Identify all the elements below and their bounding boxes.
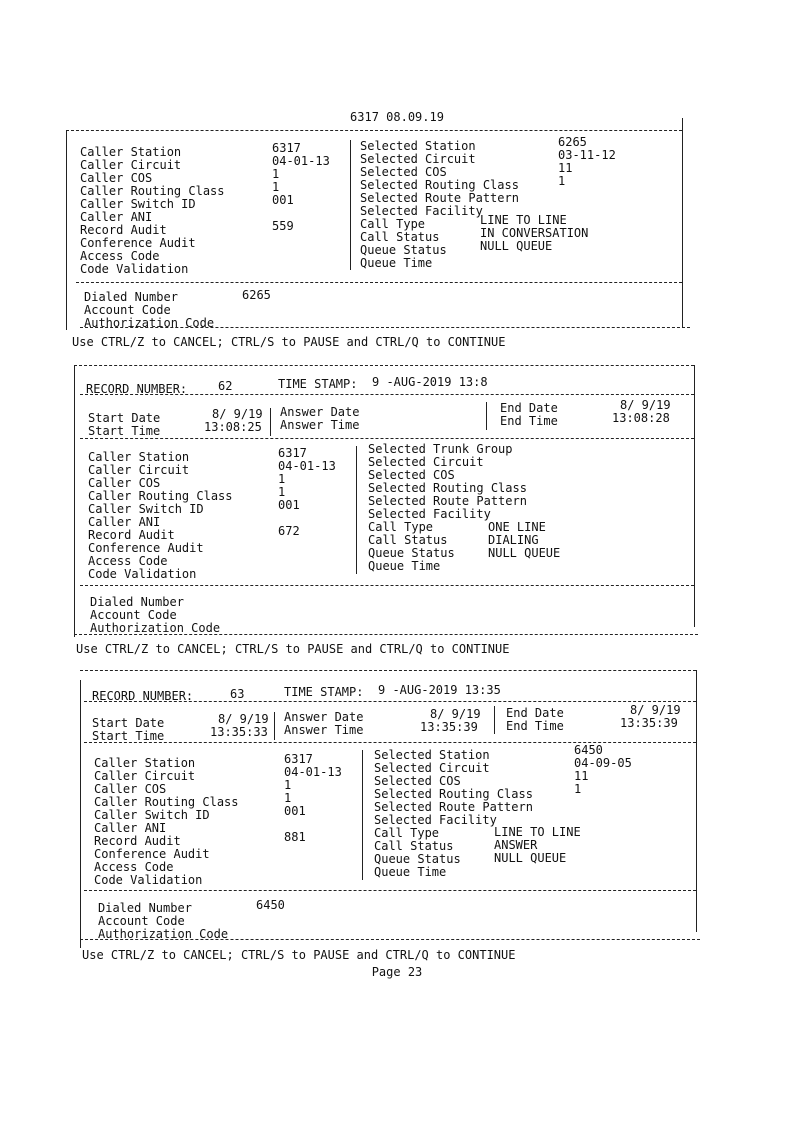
column-separator [362,750,363,880]
value: 04-01-13 [284,765,342,779]
selected-values-bottom [480,214,588,253]
label: Caller Station [80,145,182,159]
value: 001 [278,498,300,512]
border-left [80,680,81,948]
label: Caller COS [94,782,167,796]
selected-values-bottom [488,521,560,560]
value: 1 [278,472,286,486]
label: Selected COS [374,774,461,788]
column-separator [494,706,495,734]
label: Access Code [80,249,160,263]
record-number-label: RECORD NUMBER: [86,382,188,396]
label: Caller Switch ID [88,502,204,516]
column-separator [350,140,351,270]
divider [80,327,690,328]
dialed-number-value: 6265 [242,288,271,302]
label: Authorization Code [90,621,221,635]
page-number: Page 23 [371,965,423,979]
time-stamp-label: TIME STAMP: [278,377,358,391]
label: Selected Route Pattern [368,494,527,508]
label: Caller ANI [94,821,167,835]
start-time-label: Start Time [88,424,161,438]
label: Call Type [374,826,440,840]
label: Conference Audit [88,541,204,555]
end-time-value: 13:08:28 [612,411,670,425]
answer-date-label: Answer Date [284,710,364,724]
value: 04-09-05 [574,756,632,770]
label: Caller Routing Class [80,184,225,198]
answer-time-label: Answer Time [284,723,364,737]
label: Call Status [368,533,448,547]
value: IN CONVERSATION [480,226,589,240]
end-date-value: 8/ 9/19 [620,398,671,412]
label: Selected Facility [368,507,491,521]
label: Caller COS [80,171,153,185]
label: Dialed Number [90,595,184,609]
end-date-value: 8/ 9/19 [630,703,681,717]
answer-time-value: 13:35:39 [420,720,478,734]
label: Code Validation [88,567,197,581]
value: DIALING [488,533,539,547]
record-number-value: 62 [218,379,233,393]
footer-instruction: Use CTRL/Z to CANCEL; CTRL/S to PAUSE and CTRL/Q to CONTINUE [82,948,516,962]
caller-values [284,753,342,844]
label: Access Code [88,554,168,568]
label: Call Type [360,217,426,231]
label: Selected Circuit [368,455,484,469]
value: 6317 [278,446,307,460]
answer-date-label: Answer Date [280,405,360,419]
start-time-label: Start Time [92,729,165,743]
label: Selected Route Pattern [360,191,519,205]
label: Account Code [84,303,171,317]
caller-labels [88,451,233,581]
label: Caller Circuit [88,463,190,477]
value: NULL QUEUE [494,851,567,865]
label: Conference Audit [80,236,196,250]
label: Code Validation [94,873,203,887]
label: Queue Time [374,865,447,879]
label: Caller Circuit [80,158,182,172]
divider [84,701,696,702]
value: 001 [284,804,306,818]
dial-labels [98,902,228,941]
label: Authorization Code [98,927,229,941]
value: 6265 [558,135,587,149]
value: 11 [574,769,589,783]
end-time-label: End Time [500,414,558,428]
divider [74,365,694,366]
label: Dialed Number [98,901,192,915]
label: Caller Switch ID [94,808,210,822]
label: Selected COS [368,468,455,482]
label: Selected Circuit [360,152,476,166]
dial-labels [90,596,220,635]
label: Caller Station [94,756,196,770]
time-stamp-label: TIME STAMP: [284,685,364,699]
time-stamp-value: 9 -AUG-2019 13:8 [372,375,488,389]
start-date-label: Start Date [88,411,161,425]
label: Selected Routing Class [374,787,533,801]
divider [80,585,694,586]
label: Selected Trunk Group [368,442,513,456]
label: Selected Routing Class [368,481,527,495]
label: Queue Status [360,243,447,257]
value: 1 [574,782,582,796]
value: LINE TO LINE [480,213,567,227]
label: Dialed Number [84,290,178,304]
value: NULL QUEUE [488,546,561,560]
value: ANSWER [494,838,538,852]
selected-values-bottom [494,826,581,865]
label: Selected Station [360,139,476,153]
page-header: 6317 08.09.19 [350,110,444,124]
value: ONE LINE [488,520,546,534]
column-separator [486,402,487,430]
value: 6317 [284,752,313,766]
start-date-label: Start Date [92,716,165,730]
label: Selected COS [360,165,447,179]
time-stamp-value: 9 -AUG-2019 13:35 [378,683,501,697]
label: Call Status [360,230,440,244]
value: LINE TO LINE [494,825,581,839]
divider [74,634,698,635]
divider [84,742,696,743]
end-time-label: End Time [506,719,564,733]
border-right [694,365,695,627]
start-time-value: 13:35:33 [210,725,268,739]
value: 6450 [574,743,603,757]
divider [80,438,694,439]
value: 1 [284,791,292,805]
label: Selected Facility [360,204,483,218]
label: Account Code [98,914,185,928]
label: Caller Circuit [94,769,196,783]
label: Caller Station [88,450,190,464]
caller-values [278,447,336,538]
label: Code Validation [80,262,189,276]
border-left [74,365,75,637]
value: 1 [558,174,566,188]
value: 559 [272,219,294,233]
label: Queue Status [374,852,461,866]
label: Selected Station [374,748,490,762]
label: Queue Status [368,546,455,560]
record-number-label: RECORD NUMBER: [92,689,194,703]
label: Selected Routing Class [360,178,519,192]
label: Record Audit [94,834,181,848]
value: 1 [272,180,280,194]
value: 04-01-13 [272,154,330,168]
value: 03-11-12 [558,148,616,162]
value: 1 [284,778,292,792]
column-separator [356,446,357,574]
label: Record Audit [80,223,167,237]
end-time-value: 13:35:39 [620,716,678,730]
border-left [66,130,67,330]
answer-time-label: Answer Time [280,418,360,432]
label: Caller Routing Class [94,795,239,809]
divider [80,670,696,671]
label: Caller Switch ID [80,197,196,211]
value: 672 [278,524,300,538]
caller-labels [80,146,225,276]
label: Conference Audit [94,847,210,861]
border-right [682,118,683,328]
divider [76,282,682,283]
start-time-value: 13:08:25 [204,420,262,434]
caller-values [272,142,330,233]
caller-labels [94,757,239,887]
divider [84,890,696,891]
label: Selected Facility [374,813,497,827]
dial-labels [84,291,214,330]
start-date-value: 8/ 9/19 [212,407,263,421]
label: Selected Route Pattern [374,800,533,814]
value: 1 [278,485,286,499]
value: 001 [272,193,294,207]
end-date-label: End Date [500,401,558,415]
divider [80,939,700,940]
label: Queue Time [368,559,441,573]
value: 04-01-13 [278,459,336,473]
label: Record Audit [88,528,175,542]
column-separator [274,712,275,740]
label: Selected Circuit [374,761,490,775]
footer-instruction: Use CTRL/Z to CANCEL; CTRL/S to PAUSE and CTRL/Q to CONTINUE [76,642,510,656]
start-date-value: 8/ 9/19 [218,712,269,726]
label: Account Code [90,608,177,622]
footer-instruction: Use CTRL/Z to CANCEL; CTRL/S to PAUSE and CTRL/Q to CONTINUE [72,335,506,349]
border-right [696,670,697,932]
answer-date-value: 8/ 9/19 [430,707,481,721]
label: Access Code [94,860,174,874]
divider [66,130,682,131]
selected-values-top [558,136,616,188]
label: Authorization Code [84,316,215,330]
label: Caller ANI [80,210,153,224]
label: Call Type [368,520,434,534]
value: 6317 [272,141,301,155]
label: Caller Routing Class [88,489,233,503]
record-number-value: 63 [230,687,245,701]
value: 11 [558,161,573,175]
end-date-label: End Date [506,706,564,720]
label: Queue Time [360,256,433,270]
value: 881 [284,830,306,844]
column-separator [270,408,271,436]
label: Caller ANI [88,515,161,529]
divider [80,394,694,395]
value: NULL QUEUE [480,239,553,253]
label: Call Status [374,839,454,853]
selected-values-top [574,744,632,796]
dialed-number-value: 6450 [256,898,285,912]
value: 1 [272,167,280,181]
label: Caller COS [88,476,161,490]
